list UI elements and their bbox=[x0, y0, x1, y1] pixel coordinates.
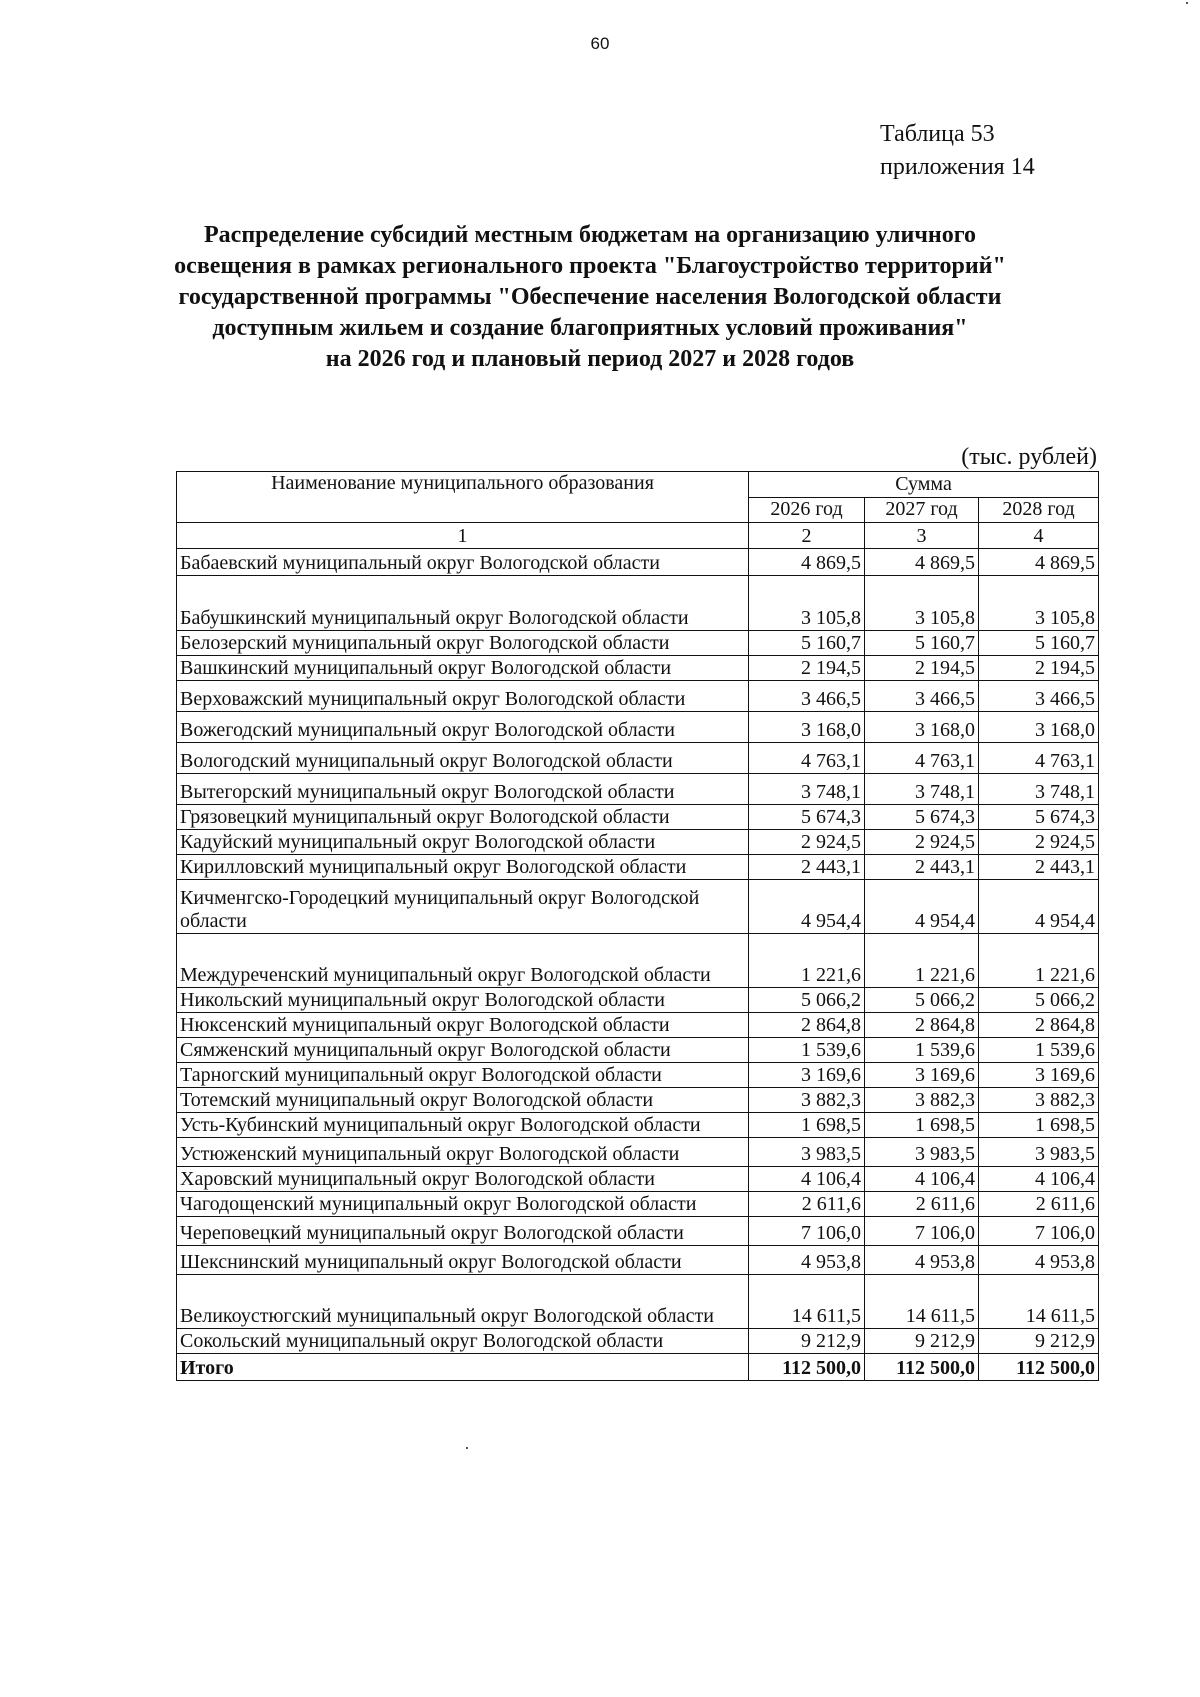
amount-2026-cell: 2 443,1 bbox=[749, 855, 865, 880]
annex-table-label: Таблица 53 bbox=[880, 121, 995, 147]
table-row bbox=[177, 681, 1099, 712]
municipality-name-cell: Харовский муниципальный округ Вологодской области bbox=[177, 1167, 749, 1192]
amount-2027-cell: 3 466,5 bbox=[865, 681, 979, 712]
amount-2026-cell: 5 674,3 bbox=[749, 805, 865, 830]
municipality-name-cell: Белозерский муниципальный округ Вологодской области bbox=[177, 631, 749, 656]
amount-2028-cell: 3 748,1 bbox=[979, 774, 1099, 805]
municipality-name-cell: Бабаевский муниципальный округ Вологодской области bbox=[177, 549, 749, 576]
amount-2028-cell: 2 611,6 bbox=[979, 1192, 1099, 1217]
amount-2027-cell: 2 924,5 bbox=[865, 830, 979, 855]
total-label-cell: Итого bbox=[177, 1354, 749, 1381]
table-header-row bbox=[177, 472, 1099, 498]
amount-2026-cell: 1 221,6 bbox=[749, 934, 865, 988]
amount-2028-cell: 1 698,5 bbox=[979, 1113, 1099, 1138]
table-row bbox=[177, 1063, 1099, 1088]
municipality-name-cell: Вашкинский муниципальный округ Вологодской области bbox=[177, 656, 749, 681]
header-year-2026: 2026 год bbox=[749, 497, 865, 523]
municipality-name-cell: Усть-Кубинский муниципальный округ Вологодской области bbox=[177, 1113, 749, 1138]
subsidy-distribution-table bbox=[176, 471, 1099, 1381]
amount-2026-cell: 2 611,6 bbox=[749, 1192, 865, 1217]
amount-2026-cell: 1 539,6 bbox=[749, 1038, 865, 1063]
municipality-name-cell: Вытегорский муниципальный округ Вологодской области bbox=[177, 774, 749, 805]
table-row bbox=[177, 830, 1099, 855]
municipality-name-cell: Кичменгско-Городецкий муниципальный округ Вологодской области bbox=[177, 880, 749, 934]
table-row bbox=[177, 712, 1099, 743]
amount-2028-cell: 1 221,6 bbox=[979, 934, 1099, 988]
column-number: 2 bbox=[749, 523, 865, 549]
municipality-name-cell: Грязовецкий муниципальный округ Вологодской области bbox=[177, 805, 749, 830]
title-line: на 2026 год и плановый период 2027 и 2028 годов bbox=[325, 346, 855, 372]
table-row bbox=[177, 1088, 1099, 1113]
title-line: государственной программы "Обеспечение населения Вологодской области bbox=[178, 284, 1002, 310]
amount-2027-cell: 2 611,6 bbox=[865, 1192, 979, 1217]
municipality-name-cell: Кадуйский муниципальный округ Вологодской области bbox=[177, 830, 749, 855]
amount-2027-cell: 1 539,6 bbox=[865, 1038, 979, 1063]
amount-2026-cell: 3 168,0 bbox=[749, 712, 865, 743]
column-number: 4 bbox=[979, 523, 1099, 549]
table-row bbox=[177, 1013, 1099, 1038]
amount-2026-cell: 4 954,4 bbox=[749, 880, 865, 934]
amount-2028-cell: 3 466,5 bbox=[979, 681, 1099, 712]
municipality-name-cell: Вологодский муниципальный округ Вологодской области bbox=[177, 743, 749, 774]
units-label: (тыс. рублей) bbox=[961, 444, 1097, 470]
table-row bbox=[177, 743, 1099, 774]
amount-2026-cell: 3 983,5 bbox=[749, 1138, 865, 1167]
table-row bbox=[177, 1192, 1099, 1217]
annex-reference bbox=[880, 118, 1035, 184]
column-number: 3 bbox=[865, 523, 979, 549]
amount-2026-cell: 4 763,1 bbox=[749, 743, 865, 774]
amount-2026-cell: 5 066,2 bbox=[749, 988, 865, 1013]
table-row bbox=[177, 1275, 1099, 1329]
table-row bbox=[177, 934, 1099, 988]
amount-2028-cell: 4 763,1 bbox=[979, 743, 1099, 774]
table-row bbox=[177, 549, 1099, 576]
amount-2026-cell: 2 924,5 bbox=[749, 830, 865, 855]
amount-2027-cell: 4 106,4 bbox=[865, 1167, 979, 1192]
municipality-name-cell: Междуреченский муниципальный округ Вологодской области bbox=[177, 934, 749, 988]
amount-2026-cell: 3 105,8 bbox=[749, 576, 865, 631]
municipality-name-cell: Нюксенский муниципальный округ Вологодской области bbox=[177, 1013, 749, 1038]
municipality-name-cell: Тарногский муниципальный округ Вологодской области bbox=[177, 1063, 749, 1088]
amount-2027-cell: 2 443,1 bbox=[865, 855, 979, 880]
header-sum-cell: Сумма bbox=[749, 472, 1099, 498]
amount-2026-cell: 4 106,4 bbox=[749, 1167, 865, 1192]
municipality-name-cell: Чагодощенский муниципальный округ Вологодской области bbox=[177, 1192, 749, 1217]
municipality-name-cell: Сокольский муниципальный округ Вологодской области bbox=[177, 1329, 749, 1354]
amount-2028-cell: 3 168,0 bbox=[979, 712, 1099, 743]
document-title bbox=[130, 220, 1050, 375]
amount-2028-cell: 5 674,3 bbox=[979, 805, 1099, 830]
title-line: освещения в рамках регионального проекта "Благоустройство территорий" bbox=[174, 253, 1006, 279]
amount-2027-cell: 4 869,5 bbox=[865, 549, 979, 576]
municipality-name-cell: Тотемский муниципальный округ Вологодской области bbox=[177, 1088, 749, 1113]
amount-2026-cell: 3 748,1 bbox=[749, 774, 865, 805]
amount-2028-cell: 2 443,1 bbox=[979, 855, 1099, 880]
amount-2026-cell: 3 169,6 bbox=[749, 1063, 865, 1088]
annex-appendix-label: приложения 14 bbox=[880, 154, 1035, 180]
amount-2027-cell: 2 194,5 bbox=[865, 656, 979, 681]
amount-2026-cell: 4 869,5 bbox=[749, 549, 865, 576]
amount-2028-cell: 9 212,9 bbox=[979, 1329, 1099, 1354]
scan-speck bbox=[466, 1447, 468, 1449]
table-row bbox=[177, 988, 1099, 1013]
municipality-name-cell: Вожегодский муниципальный округ Вологодской области bbox=[177, 712, 749, 743]
municipality-name-cell: Великоустюгский муниципальный округ Вологодской области bbox=[177, 1275, 749, 1329]
table-row bbox=[177, 1167, 1099, 1192]
table-row bbox=[177, 880, 1099, 934]
amount-2026-cell: 1 698,5 bbox=[749, 1113, 865, 1138]
amount-2027-cell: 4 953,8 bbox=[865, 1246, 979, 1275]
amount-2026-cell: 2 864,8 bbox=[749, 1013, 865, 1038]
table-row bbox=[177, 1138, 1099, 1167]
table-row bbox=[177, 1329, 1099, 1354]
column-numbers-row bbox=[177, 523, 1099, 549]
amount-2028-cell: 5 066,2 bbox=[979, 988, 1099, 1013]
amount-2027-cell: 5 674,3 bbox=[865, 805, 979, 830]
amount-2027-cell: 3 169,6 bbox=[865, 1063, 979, 1088]
amount-2028-cell: 2 924,5 bbox=[979, 830, 1099, 855]
amount-2027-cell: 2 864,8 bbox=[865, 1013, 979, 1038]
page-number: 60 bbox=[590, 34, 610, 53]
table-row bbox=[177, 631, 1099, 656]
municipality-name-cell: Шекснинский муниципальный округ Вологодской области bbox=[177, 1246, 749, 1275]
amount-2027-cell: 7 106,0 bbox=[865, 1217, 979, 1246]
amount-2027-cell: 3 168,0 bbox=[865, 712, 979, 743]
table-row bbox=[177, 1113, 1099, 1138]
header-year-2028: 2028 год bbox=[979, 497, 1099, 523]
amount-2027-cell: 1 698,5 bbox=[865, 1113, 979, 1138]
total-2026-cell: 112 500,0 bbox=[749, 1354, 865, 1381]
amount-2027-cell: 5 066,2 bbox=[865, 988, 979, 1013]
amount-2027-cell: 4 763,1 bbox=[865, 743, 979, 774]
amount-2027-cell: 4 954,4 bbox=[865, 880, 979, 934]
table-row bbox=[177, 1217, 1099, 1246]
municipality-name-cell: Бабушкинский муниципальный округ Вологодской области bbox=[177, 576, 749, 631]
municipality-name-cell: Устюженский муниципальный округ Вологодской области bbox=[177, 1138, 749, 1167]
amount-2028-cell: 4 869,5 bbox=[979, 549, 1099, 576]
amount-2028-cell: 3 105,8 bbox=[979, 576, 1099, 631]
total-2027-cell: 112 500,0 bbox=[865, 1354, 979, 1381]
municipality-name-cell: Кирилловский муниципальный округ Вологодской области bbox=[177, 855, 749, 880]
amount-2026-cell: 9 212,9 bbox=[749, 1329, 865, 1354]
amount-2028-cell: 3 882,3 bbox=[979, 1088, 1099, 1113]
municipality-name-cell: Никольский муниципальный округ Вологодской области bbox=[177, 988, 749, 1013]
municipality-name-cell: Череповецкий муниципальный округ Вологодской области bbox=[177, 1217, 749, 1246]
amount-2028-cell: 1 539,6 bbox=[979, 1038, 1099, 1063]
amount-2026-cell: 3 466,5 bbox=[749, 681, 865, 712]
total-2028-cell: 112 500,0 bbox=[979, 1354, 1099, 1381]
header-name-cell: Наименование муниципального образования bbox=[177, 472, 749, 523]
amount-2028-cell: 2 194,5 bbox=[979, 656, 1099, 681]
municipality-name-cell: Верховажский муниципальный округ Вологодской области bbox=[177, 681, 749, 712]
amount-2027-cell: 3 748,1 bbox=[865, 774, 979, 805]
amount-2026-cell: 4 953,8 bbox=[749, 1246, 865, 1275]
amount-2028-cell: 2 864,8 bbox=[979, 1013, 1099, 1038]
amount-2028-cell: 7 106,0 bbox=[979, 1217, 1099, 1246]
amount-2027-cell: 5 160,7 bbox=[865, 631, 979, 656]
amount-2028-cell: 4 953,8 bbox=[979, 1246, 1099, 1275]
column-number: 1 bbox=[177, 523, 749, 549]
amount-2028-cell: 4 954,4 bbox=[979, 880, 1099, 934]
amount-2028-cell: 5 160,7 bbox=[979, 631, 1099, 656]
table-row bbox=[177, 1246, 1099, 1275]
amount-2027-cell: 14 611,5 bbox=[865, 1275, 979, 1329]
table-row bbox=[177, 855, 1099, 880]
scan-speck bbox=[1186, 2, 1188, 4]
title-line: Распределение субсидий местным бюджетам на организацию уличного bbox=[204, 222, 976, 248]
table-row bbox=[177, 805, 1099, 830]
municipality-name-cell: Сямженский муниципальный округ Вологодской области bbox=[177, 1038, 749, 1063]
amount-2027-cell: 3 882,3 bbox=[865, 1088, 979, 1113]
amount-2026-cell: 2 194,5 bbox=[749, 656, 865, 681]
amount-2028-cell: 4 106,4 bbox=[979, 1167, 1099, 1192]
amount-2026-cell: 14 611,5 bbox=[749, 1275, 865, 1329]
amount-2028-cell: 14 611,5 bbox=[979, 1275, 1099, 1329]
amount-2028-cell: 3 983,5 bbox=[979, 1138, 1099, 1167]
amount-2027-cell: 3 983,5 bbox=[865, 1138, 979, 1167]
amount-2027-cell: 3 105,8 bbox=[865, 576, 979, 631]
amount-2028-cell: 3 169,6 bbox=[979, 1063, 1099, 1088]
amount-2026-cell: 5 160,7 bbox=[749, 631, 865, 656]
amount-2026-cell: 7 106,0 bbox=[749, 1217, 865, 1246]
amount-2027-cell: 9 212,9 bbox=[865, 1329, 979, 1354]
table-row bbox=[177, 576, 1099, 631]
title-line: доступным жильем и создание благоприятных условий проживания" bbox=[212, 315, 968, 341]
amount-2027-cell: 1 221,6 bbox=[865, 934, 979, 988]
amount-2026-cell: 3 882,3 bbox=[749, 1088, 865, 1113]
table-row bbox=[177, 656, 1099, 681]
header-year-2027: 2027 год bbox=[865, 497, 979, 523]
total-row bbox=[177, 1354, 1099, 1381]
table-row bbox=[177, 774, 1099, 805]
table-row bbox=[177, 1038, 1099, 1063]
